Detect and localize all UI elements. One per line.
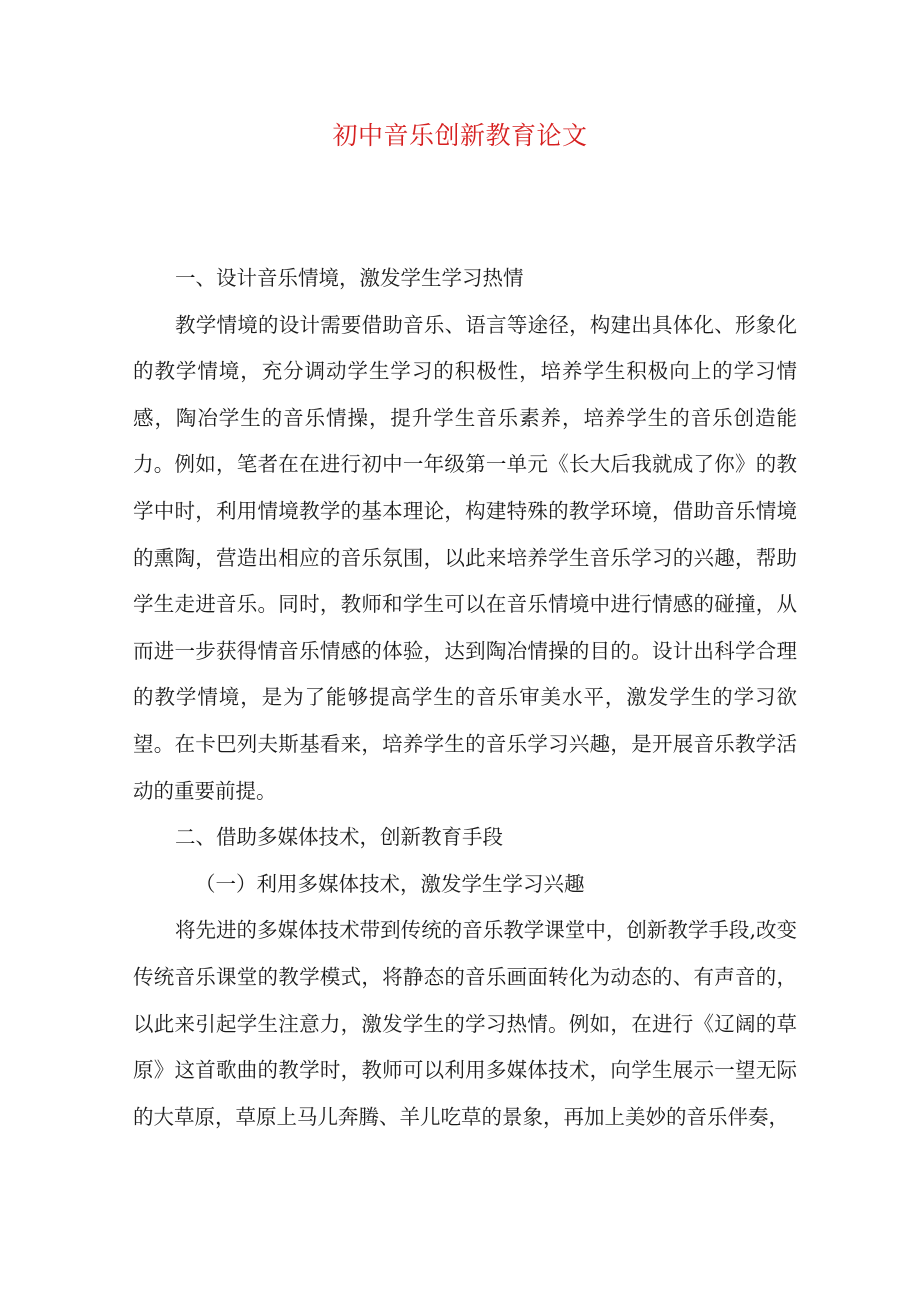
section-1-heading: 一、设计音乐情境，激发学生学习热情 xyxy=(175,266,524,290)
section-2-heading: 二、借助多媒体技术，创新教育手段 xyxy=(175,825,503,850)
section-2-paragraph: 将先进的多媒体技术带到传统的音乐教学课堂中，创新教学手段,改变传统音乐课堂的教学模式，将静态的音乐画面转化为动态的、有声音的，以此来引起学生注意力，激发学生的学习热情。例如，在进行《辽阔的草原》这首歌曲的教学时，教师可以利用多媒体技术，向学生展示一望无际的大草原，草原上马儿奔腾、羊儿吃草的景象，再加上美妙的音乐伴奏， xyxy=(133,918,797,1129)
section-1-paragraph: 教学情境的设计需要借助音乐、语言等途径，构建出具体化、形象化的教学情境，充分调动学生学习的积极性，培养学生积极向上的学习情感，陶冶学生的音乐情操，提升学生音乐素养，培养学生的音乐创造能力。例如，笔者在在进行初中一年级第一单元《长大后我就成了你》的教学中时，利用情境教学的基本理论，构建特殊的教学环境，借助音乐情境的熏陶，营造出相应的音乐氛围，以此来培养学生音乐学习的兴趣，帮助学生走进音乐。同时，教师和学生可以在音乐情境中进行情感的碰撞，从而进一步获得情音乐情感的体验，达到陶冶情操的目的。设计出科学合理的教学情境，是为了能够提高学生的音乐审美水平，激发学生的学习欲望。在卡巴列夫斯基看来，培养学生的音乐学习兴趣，是开展音乐教学活动的重要前提。 xyxy=(133,312,797,803)
section-2-subheading: （一）利用多媒体技术，激发学生学习兴趣 xyxy=(195,871,585,896)
document-title: 初中音乐创新教育论文 xyxy=(332,121,588,150)
document-body xyxy=(133,255,797,1140)
